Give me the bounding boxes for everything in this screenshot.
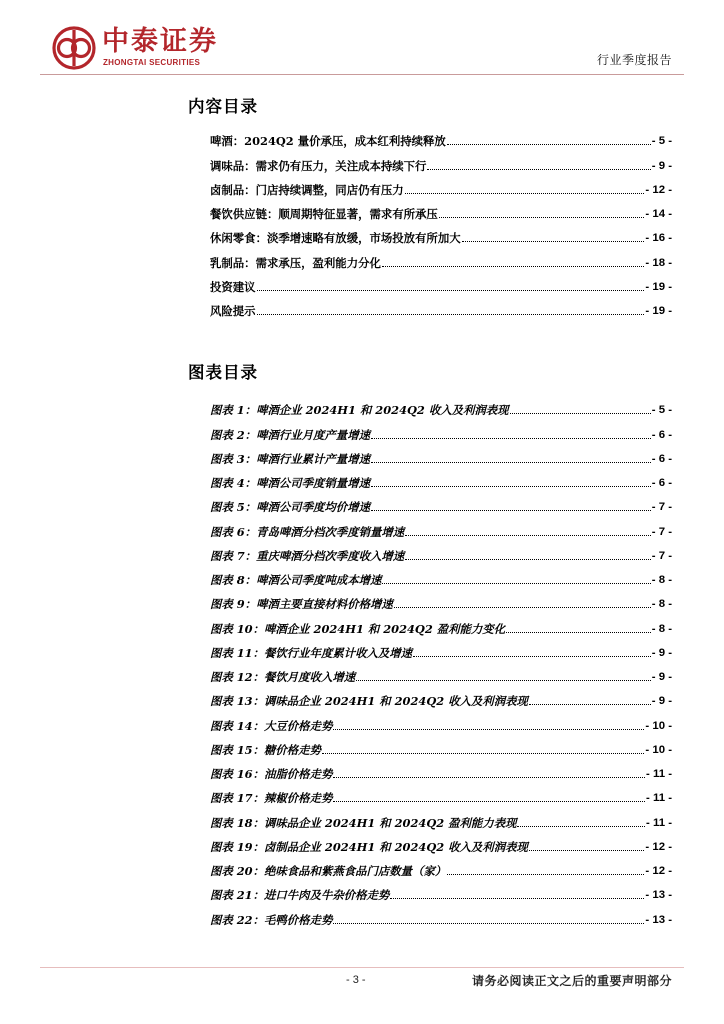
toc-entry-page: - 6 - bbox=[651, 428, 672, 441]
toc-entry[interactable] bbox=[210, 878, 672, 902]
toc-entry-page: - 5 - bbox=[651, 135, 672, 148]
dot-leader bbox=[382, 583, 650, 584]
toc-entry-page: - 6 - bbox=[651, 477, 672, 489]
toc-entry-page: - 9 - bbox=[651, 159, 672, 172]
toc-entry-label: 风险提示 bbox=[210, 304, 256, 318]
toc-entry-label: 图表 10：啤酒企业 2024H1 和 2024Q2 盈利能力变化 bbox=[210, 621, 506, 636]
dot-leader bbox=[371, 510, 651, 511]
toc-entry-label: 图表 16：油脂价格走势 bbox=[210, 767, 333, 781]
toc-entry-page: - 11 - bbox=[646, 768, 672, 780]
company-name-cn: 中泰证券 bbox=[102, 26, 218, 57]
toc-entry-label: 卤制品：门店持续调整，同店仍有压力 bbox=[210, 182, 404, 197]
toc-entry[interactable] bbox=[210, 660, 672, 684]
dot-leader bbox=[517, 826, 645, 827]
toc-entry-label: 图表 20：绝味食品和紫燕食品门店数量（家） bbox=[210, 864, 447, 878]
toc-entry[interactable] bbox=[210, 173, 672, 197]
toc-entry-page: - 13 - bbox=[645, 913, 672, 926]
dot-leader bbox=[371, 438, 651, 439]
dot-leader bbox=[510, 413, 651, 414]
dot-leader bbox=[333, 729, 644, 730]
toc-entry-label: 图表 12：餐饮月度收入增速 bbox=[210, 670, 356, 684]
toc-entry[interactable] bbox=[210, 563, 672, 587]
toc-entry[interactable] bbox=[210, 417, 672, 441]
toc-entry[interactable] bbox=[210, 221, 672, 245]
toc-entry-label: 餐饮供应链：顺周期特征显著，需求有所承压 bbox=[210, 207, 438, 221]
toc-entry[interactable] bbox=[210, 466, 672, 490]
toc-entry[interactable] bbox=[210, 636, 672, 660]
toc-entry-label: 图表 9：啤酒主要直接材料价格增速 bbox=[210, 597, 393, 612]
toc-entry-page: - 12 - bbox=[645, 840, 672, 853]
toc-entry-page: - 9 - bbox=[651, 671, 672, 683]
dot-leader bbox=[405, 535, 651, 536]
toc-entry[interactable] bbox=[210, 490, 672, 514]
dot-leader bbox=[447, 874, 644, 875]
toc-entry-page: - 9 - bbox=[651, 695, 672, 708]
dot-leader bbox=[439, 217, 645, 218]
toc-entry-label: 图表 18：调味品企业 2024H1 和 2024Q2 盈利能力表现 bbox=[210, 815, 517, 830]
toc-entry-label: 图表 2：啤酒行业月度产量增速 bbox=[210, 427, 370, 442]
dot-leader bbox=[333, 777, 645, 778]
toc-entry-page: - 8 - bbox=[651, 598, 672, 611]
toc-entry-page: - 8 - bbox=[651, 622, 672, 635]
toc-entry[interactable] bbox=[210, 197, 672, 221]
zhongtai-logo-icon bbox=[52, 26, 96, 70]
toc-entry-page: - 5 - bbox=[651, 404, 672, 417]
disclaimer-text: 请务必阅读正文之后的重要声明部分 bbox=[471, 974, 672, 988]
dot-leader bbox=[390, 898, 644, 899]
contents-list bbox=[210, 124, 672, 318]
toc-entry[interactable] bbox=[210, 442, 672, 466]
dot-leader bbox=[405, 193, 645, 194]
dot-leader bbox=[529, 850, 645, 851]
dot-leader bbox=[382, 266, 645, 267]
dot-leader bbox=[506, 632, 651, 633]
dot-leader bbox=[333, 801, 645, 802]
page-header bbox=[0, 0, 724, 80]
toc-entry-label: 图表 7：重庆啤酒分档次季度收入增速 bbox=[210, 548, 405, 563]
company-logo bbox=[52, 26, 272, 72]
toc-entry-label: 图表 22：毛鸭价格走势 bbox=[210, 912, 333, 927]
dot-leader bbox=[529, 704, 651, 705]
dot-leader bbox=[413, 656, 651, 657]
toc-entry[interactable] bbox=[210, 733, 672, 757]
toc-entry[interactable] bbox=[210, 514, 672, 538]
page-number: - 3 - bbox=[346, 974, 366, 986]
toc-entry-label: 投资建议 bbox=[210, 279, 256, 294]
dot-leader bbox=[462, 241, 645, 242]
dot-leader bbox=[333, 923, 644, 924]
dot-leader bbox=[356, 680, 651, 681]
toc-entry-page: - 7 - bbox=[651, 549, 672, 562]
toc-entry-label: 图表 11：餐饮行业年度累计收入及增速 bbox=[210, 645, 413, 660]
toc-entry-page: - 13 - bbox=[645, 889, 672, 902]
toc-entry-label: 图表 14：大豆价格走势 bbox=[210, 718, 333, 733]
toc-entry-label: 图表 17：辣椒价格走势 bbox=[210, 791, 333, 806]
toc-entry-page: - 14 - bbox=[645, 208, 672, 220]
toc-entry-page: - 10 - bbox=[645, 743, 672, 756]
footer-divider bbox=[40, 967, 684, 968]
toc-entry-label: 休闲零食：淡季增速略有放缓，市场投放有所加大 bbox=[210, 231, 461, 246]
dot-leader bbox=[394, 607, 651, 608]
toc-entry-label: 图表 3：啤酒行业累计产量增速 bbox=[210, 451, 370, 466]
toc-entry-page: - 7 - bbox=[651, 525, 672, 538]
toc-entry-label: 图表 13：调味品企业 2024H1 和 2024Q2 收入及利润表现 bbox=[210, 694, 528, 709]
toc-entry-page: - 6 - bbox=[651, 452, 672, 465]
toc-entry[interactable] bbox=[210, 611, 672, 635]
company-name-en: ZHONGTAI SECURITIES bbox=[103, 58, 201, 67]
contents-title: 内容目录 bbox=[188, 97, 258, 116]
header-divider bbox=[40, 74, 684, 75]
toc-entry-page: - 10 - bbox=[645, 719, 672, 732]
toc-entry-page: - 12 - bbox=[645, 865, 672, 877]
toc-entry-label: 啤酒：2024Q2 量价承压，成本红利持续释放 bbox=[210, 134, 446, 149]
toc-entry[interactable] bbox=[210, 830, 672, 854]
toc-entry[interactable] bbox=[210, 854, 672, 878]
toc-entry-label: 调味品：需求仍有压力，关注成本持续下行 bbox=[210, 158, 427, 173]
toc-entry-page: - 11 - bbox=[646, 792, 672, 805]
dot-leader bbox=[371, 486, 651, 487]
dot-leader bbox=[427, 169, 650, 170]
toc-entry-label: 图表 6：青岛啤酒分档次季度销量增速 bbox=[210, 524, 405, 539]
dot-leader bbox=[447, 144, 651, 145]
toc-entry-label: 图表 8：啤酒公司季度吨成本增速 bbox=[210, 573, 382, 587]
toc-entry-page: - 19 - bbox=[645, 305, 672, 317]
toc-entry-label: 图表 4：啤酒公司季度销量增速 bbox=[210, 476, 370, 490]
toc-entry[interactable] bbox=[210, 757, 672, 781]
toc-entry[interactable] bbox=[210, 902, 672, 926]
toc-entry-page: - 8 - bbox=[651, 574, 672, 586]
toc-entry[interactable] bbox=[210, 124, 672, 148]
toc-entry-label: 图表 21：进口牛肉及牛杂价格走势 bbox=[210, 888, 390, 903]
toc-entry[interactable] bbox=[210, 539, 672, 563]
toc-entry-page: - 18 - bbox=[645, 256, 672, 269]
toc-entry[interactable] bbox=[210, 148, 672, 172]
toc-entry-page: - 11 - bbox=[646, 816, 672, 829]
toc-entry[interactable] bbox=[210, 270, 672, 294]
toc-entry[interactable] bbox=[210, 805, 672, 829]
toc-entry-label: 图表 19：卤制品企业 2024H1 和 2024Q2 收入及利润表现 bbox=[210, 839, 528, 854]
figures-title: 图表目录 bbox=[188, 363, 258, 382]
toc-entry[interactable] bbox=[210, 684, 672, 708]
toc-entry[interactable] bbox=[210, 708, 672, 732]
figures-list bbox=[210, 393, 672, 927]
dot-leader bbox=[322, 753, 644, 754]
toc-entry[interactable] bbox=[210, 294, 672, 318]
toc-entry[interactable] bbox=[210, 587, 672, 611]
toc-entry-label: 乳制品：需求承压，盈利能力分化 bbox=[210, 255, 381, 270]
dot-leader bbox=[257, 290, 645, 291]
toc-entry-page: - 16 - bbox=[645, 232, 672, 245]
dot-leader bbox=[371, 462, 651, 463]
toc-entry-label: 图表 1：啤酒企业 2024H1 和 2024Q2 收入及利润表现 bbox=[210, 403, 509, 418]
report-type-label: 行业季度报告 bbox=[596, 53, 672, 67]
toc-entry[interactable] bbox=[210, 245, 672, 269]
toc-entry-page: - 9 - bbox=[651, 646, 672, 659]
toc-entry[interactable] bbox=[210, 393, 672, 417]
toc-entry-page: - 19 - bbox=[645, 280, 672, 293]
toc-entry-page: - 7 - bbox=[651, 501, 672, 514]
toc-entry-label: 图表 5：啤酒公司季度均价增速 bbox=[210, 500, 370, 515]
toc-entry-page: - 12 - bbox=[645, 183, 672, 196]
dot-leader bbox=[405, 559, 651, 560]
toc-entry-label: 图表 15：糖价格走势 bbox=[210, 742, 321, 757]
toc-entry[interactable] bbox=[210, 781, 672, 805]
dot-leader bbox=[257, 314, 645, 315]
